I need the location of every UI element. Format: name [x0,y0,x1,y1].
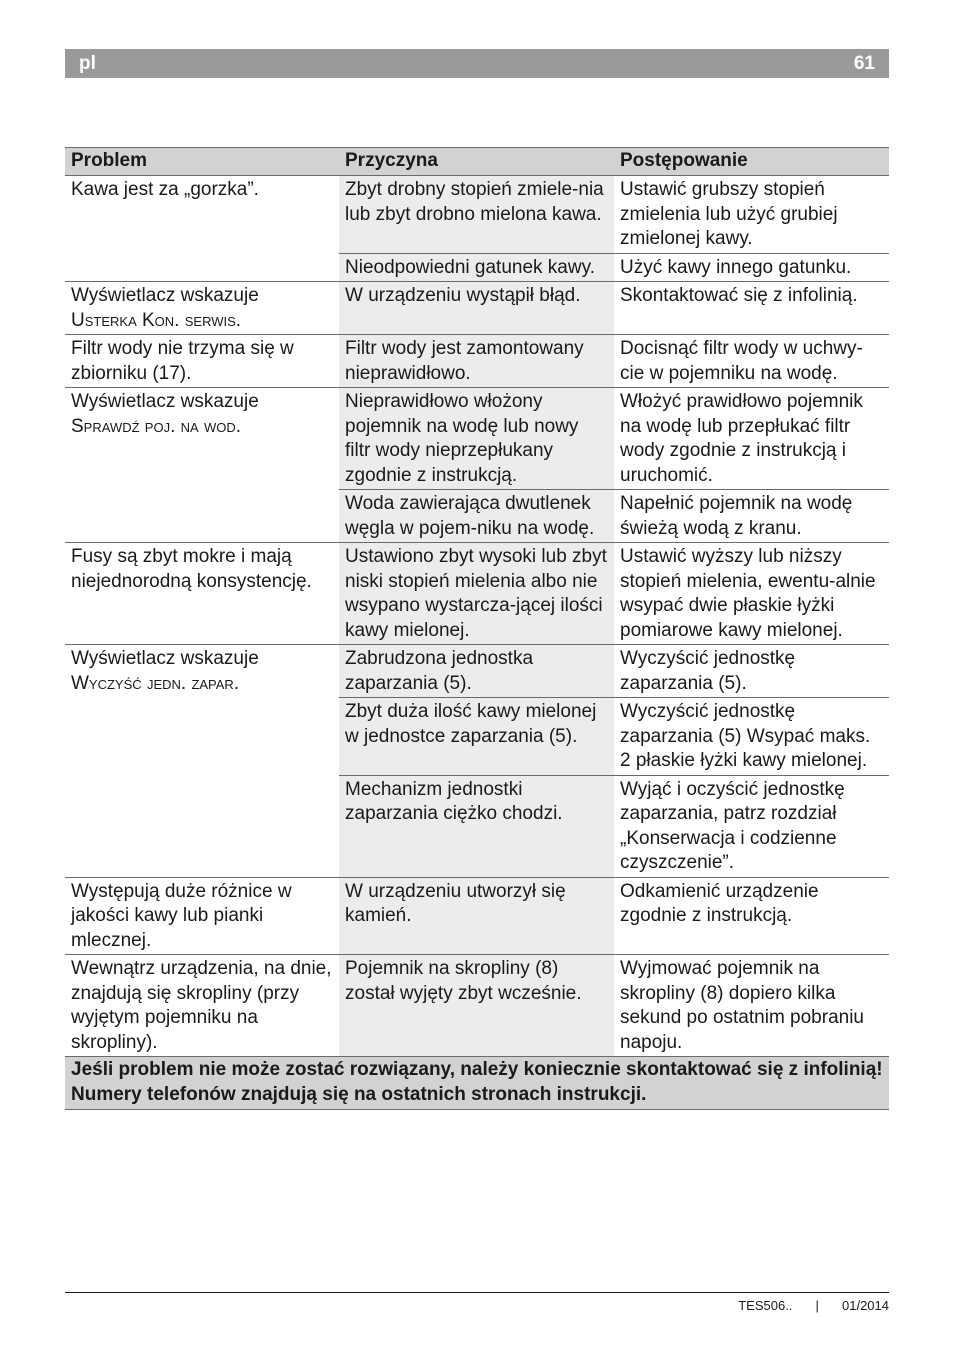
column-header-action: Postępowanie [614,148,889,176]
table-row [65,877,889,955]
language-code: pl [79,53,96,74]
action-cell: Wyjąć i oczyścić jednostkę zaparzania, patrz rozdział „Konserwacja i codzienne czyszczenie”. [614,775,889,877]
problem-text: Wyświetlacz wskazuje [71,648,259,669]
cause-cell: Ustawiono zbyt wysoki lub zbyt niski stopień mielenia albo nie wsypano wystarcza-jącej ilości kawy mielonej. [339,543,614,645]
page-header-bar [65,49,889,78]
footer-rule [65,1292,889,1293]
cause-cell: Mechanizm jednostki zaparzania ciężko chodzi. [339,775,614,877]
table-row [65,955,889,1057]
action-cell: Włożyć prawidłowo pojemnik na wodę lub przepłukać filtr wody zgodnie z instrukcją i uruchomić. [614,388,889,490]
action-cell: Ustawić grubszy stopień zmielenia lub użyć grubiej zmielonej kawy. [614,176,889,254]
table-row [65,335,889,388]
final-note: Jeśli problem nie może zostać rozwiązany, należy koniecznie skontaktować się z infolinią! Numery telefonów znajdują się na ostatnich stronach instrukcji. [65,1057,889,1110]
problem-cell: Filtr wody nie trzyma się w zbiorniku (17). [65,335,339,388]
cause-cell: Zabrudzona jednostka zaparzania (5). [339,645,614,698]
problem-text: Wyświetlacz wskazuje [71,391,259,412]
display-message: Wyczyść jedn. zapar. [71,672,240,694]
cause-cell: Nieprawidłowo włożony pojemnik na wodę lub nowy filtr wody nieprzepłukany zgodnie z instrukcją. [339,388,614,490]
action-cell: Odkamienić urządzenie zgodnie z instrukcją. [614,877,889,955]
problem-cell [65,282,339,335]
action-cell: Wyjmować pojemnik na skropliny (8) dopiero kilka sekund po ostatnim pobraniu napoju. [614,955,889,1057]
action-cell: Użyć kawy innego gatunku. [614,253,889,282]
display-message: Sprawdź poj. na wod. [71,415,242,437]
column-header-cause: Przyczyna [339,148,614,176]
action-cell: Wyczyścić jednostkę zaparzania (5) Wsypać maks. 2 płaskie łyżki kawy mielonej. [614,698,889,776]
action-cell: Wyczyścić jednostkę zaparzania (5). [614,645,889,698]
footer-model: TES506.. [738,1298,793,1313]
footer-separator: | [815,1298,819,1313]
final-note-row [65,1057,889,1110]
cause-cell: Woda zawierająca dwutlenek węgla w pojem-niku na wodę. [339,490,614,543]
problem-cell: Występują duże różnice w jakości kawy lub pianki mlecznej. [65,877,339,955]
problem-cell [65,645,339,878]
table-row [65,543,889,645]
display-message: Usterka Kon. serwis. [71,309,242,331]
action-cell: Docisnąć filtr wody w uchwy-cie w pojemniku na wodę. [614,335,889,388]
table-row [65,282,889,335]
problem-cell: Fusy są zbyt mokre i mają niejednorodną konsystencję. [65,543,339,645]
problem-cell: Kawa jest za „gorzka”. [65,176,339,282]
cause-cell: Zbyt duża ilość kawy mielonej w jednostce zaparzania (5). [339,698,614,776]
problem-cell [65,388,339,543]
table-row [65,645,889,698]
problem-text: Wyświetlacz wskazuje [71,285,259,306]
action-cell: Ustawić wyższy lub niższy stopień mielenia, ewentu-alnie wsypać dwie płaskie łyżki pomiarowe kawy mielonej. [614,543,889,645]
cause-cell: W urządzeniu utworzył się kamień. [339,877,614,955]
page-number: 61 [853,53,875,74]
cause-cell: Filtr wody jest zamontowany nieprawidłowo. [339,335,614,388]
footer-date: 01/2014 [842,1298,889,1313]
cause-cell: Nieodpowiedni gatunek kawy. [339,253,614,282]
table-row [65,176,889,254]
troubleshooting-table [65,147,889,1110]
cause-cell: Zbyt drobny stopień zmiele-nia lub zbyt drobno mielona kawa. [339,176,614,254]
action-cell: Napełnić pojemnik na wodę świeżą wodą z kranu. [614,490,889,543]
cause-cell: W urządzeniu wystąpił błąd. [339,282,614,335]
footer [738,1298,889,1313]
table-header-row [65,148,889,176]
problem-cell: Wewnątrz urządzenia, na dnie, znajdują się skropliny (przy wyjętym pojemniku na skropliny). [65,955,339,1057]
column-header-problem: Problem [65,148,339,176]
table-row [65,388,889,490]
action-cell: Skontaktować się z infolinią. [614,282,889,335]
cause-cell: Pojemnik na skropliny (8) został wyjęty zbyt wcześnie. [339,955,614,1057]
